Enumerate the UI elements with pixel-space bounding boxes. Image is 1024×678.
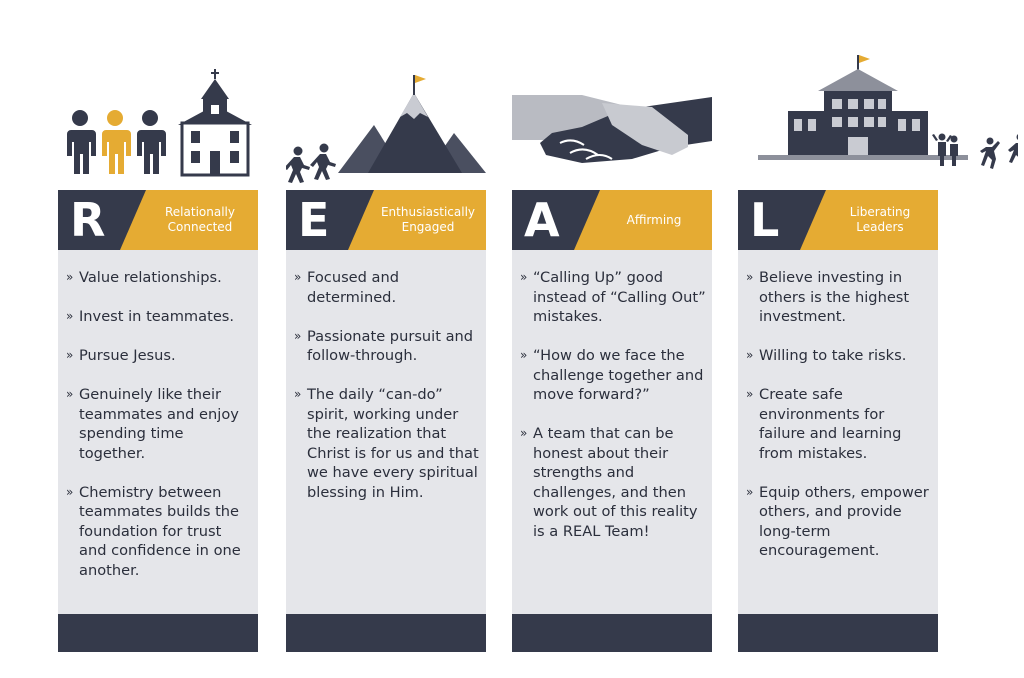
word-e bbox=[374, 190, 482, 250]
bullet-item: » “Calling Up” good instead of “Calling Out” mistakes. bbox=[520, 268, 706, 327]
bullet-item: » Passionate pursuit and follow-through. bbox=[294, 327, 480, 366]
word-line: Liberating bbox=[849, 205, 911, 219]
bullet-item: » Pursue Jesus. bbox=[66, 346, 252, 366]
bullet-item: » Focused and determined. bbox=[294, 268, 480, 307]
handshake-icon bbox=[512, 55, 752, 185]
bullet-item: » Believe investing in others is the highest investment. bbox=[746, 268, 932, 327]
header-r bbox=[58, 190, 258, 250]
bullet-list-a bbox=[512, 250, 712, 541]
word-line: Enthusiastically bbox=[380, 205, 476, 219]
bullet-item: » Create safe environments for failure and learning from mistakes. bbox=[746, 385, 932, 463]
word-line: Connected bbox=[167, 220, 233, 234]
header-a bbox=[512, 190, 712, 250]
bullet-item: » Willing to take risks. bbox=[746, 346, 932, 366]
people-and-church-icon bbox=[58, 55, 298, 185]
footer-bar-l bbox=[738, 614, 938, 652]
footer-bar-e bbox=[286, 614, 486, 652]
panel-a bbox=[512, 250, 712, 614]
letter-a: A bbox=[524, 193, 560, 247]
bullet-item: » A team that can be honest about their strengths and challenges, and then work out of this reality is a REAL Team! bbox=[520, 424, 706, 541]
bullet-list-e bbox=[286, 250, 486, 502]
footer-bar-r bbox=[58, 614, 258, 652]
bullet-item: » Invest in teammates. bbox=[66, 307, 252, 327]
footer-bar-a bbox=[512, 614, 712, 652]
bullet-list-l bbox=[738, 250, 938, 561]
bullet-item: » Equip others, empower others, and provide long-term encouragement. bbox=[746, 483, 932, 561]
bullet-item: » Value relationships. bbox=[66, 268, 252, 288]
school-building-icon bbox=[738, 55, 1018, 185]
panel-e bbox=[286, 250, 486, 614]
word-line: Relationally bbox=[165, 205, 235, 219]
header-l bbox=[738, 190, 938, 250]
panel-l bbox=[738, 250, 938, 614]
bullet-item: » “How do we face the challenge together and move forward?” bbox=[520, 346, 706, 405]
header-e bbox=[286, 190, 486, 250]
word-line: Leaders bbox=[856, 220, 904, 234]
letter-r: R bbox=[70, 193, 106, 247]
bullet-item: » The daily “can-do” spirit, working under the realization that Christ is for us and that we have every spiritual blessing in Him. bbox=[294, 385, 480, 502]
letter-l: L bbox=[750, 193, 780, 247]
word-line: Engaged bbox=[401, 220, 455, 234]
panel-r bbox=[58, 250, 258, 614]
word-a bbox=[600, 190, 708, 250]
bullet-item: » Chemistry between teammates builds the foundation for trust and confidence in one another. bbox=[66, 483, 252, 581]
word-line: Affirming bbox=[626, 212, 682, 227]
mountain-climbers-icon bbox=[286, 55, 526, 185]
letter-e: E bbox=[298, 193, 330, 247]
word-l bbox=[826, 190, 934, 250]
word-r bbox=[146, 190, 254, 250]
bullet-item: » Genuinely like their teammates and enjoy spending time together. bbox=[66, 385, 252, 463]
bullet-list-r bbox=[58, 250, 258, 580]
